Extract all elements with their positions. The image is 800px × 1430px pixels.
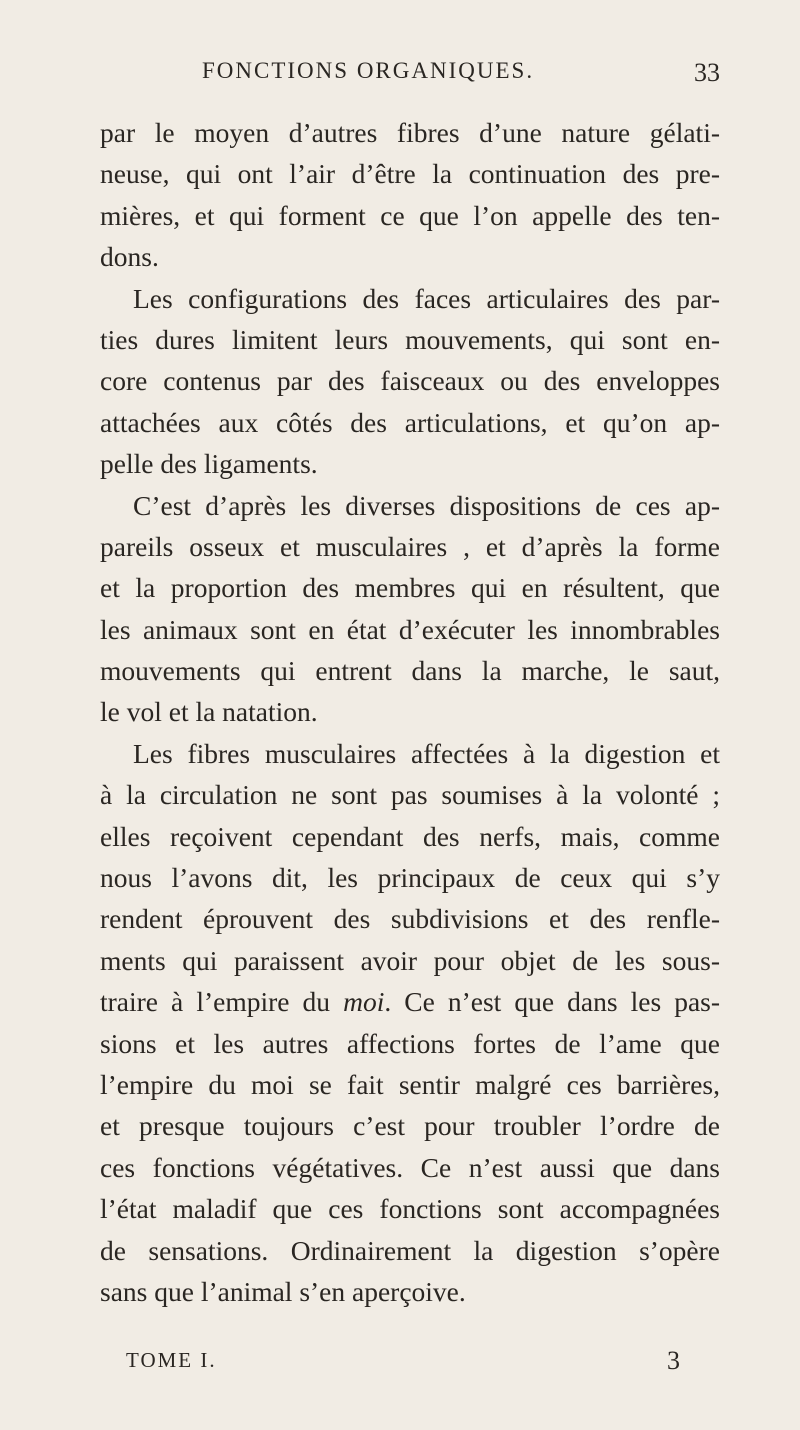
- text-line: attachées aux côtés des articulations, et qu’on ap-: [100, 406, 720, 438]
- italic-word: moi: [343, 986, 385, 1018]
- page-footer: [126, 1348, 720, 1384]
- signature-number: 3: [667, 1346, 680, 1375]
- running-title: FONCTIONS ORGANIQUES.: [202, 58, 535, 83]
- text-line: et presque toujours c’est pour troubler l’ordre de: [100, 1110, 720, 1142]
- text-line: de sensations. Ordinairement la digestion s’opère: [100, 1234, 720, 1266]
- text-line: l’état maladif que ces fonctions sont accompagnées: [100, 1193, 720, 1225]
- text-line-segment: . Ce n’est que dans les pas-: [384, 986, 721, 1018]
- text-line: à la circulation ne sont pas soumises à la volonté ;: [100, 779, 720, 811]
- text-line: C’est d’après les diverses dispositions de ces ap-: [133, 489, 720, 521]
- text-line: mières, et qui forment ce que l’on appelle des ten-: [100, 199, 720, 231]
- page-number: 33: [694, 58, 720, 87]
- text-line-segment: traire à l’empire du: [100, 986, 331, 1018]
- body-text: [100, 112, 720, 1312]
- text-line: sions et les autres affections fortes de l’ame que: [100, 1027, 720, 1059]
- text-line: et la proportion des membres qui en résultent, que: [100, 572, 720, 604]
- text-line: dons.: [100, 241, 159, 273]
- text-line: mouvements qui entrent dans la marche, le saut,: [100, 655, 720, 687]
- text-line: ments qui paraissent avoir pour objet de les sous-: [100, 944, 720, 976]
- text-line: les animaux sont en état d’exécuter les innombrables: [100, 613, 720, 645]
- text-line: nous l’avons dit, les principaux de ceux qui s’y: [100, 862, 720, 894]
- text-line: rendent éprouvent des subdivisions et des renfle-: [100, 903, 720, 935]
- text-line: core contenus par des faisceaux ou des enveloppes: [100, 365, 720, 397]
- text-line: l’empire du moi se fait sentir malgré ces barrières,: [100, 1068, 720, 1100]
- text-line: Les configurations des faces articulaires des par-: [133, 282, 720, 314]
- text-line: par le moyen d’autres fibres d’une nature gélati-: [100, 117, 720, 148]
- text-line: [100, 981, 720, 1022]
- text-line: le vol et la natation.: [100, 696, 318, 728]
- signature-mark: TOME I.: [126, 1348, 217, 1372]
- text-line: ces fonctions végétatives. Ce n’est aussi que dans: [100, 1151, 720, 1183]
- text-line: elles reçoivent cependant des nerfs, mais, comme: [100, 820, 720, 852]
- text-line: pareils osseux et musculaires , et d’après la forme: [100, 530, 720, 562]
- text-line: ties dures limitent leurs mouvements, qui sont en-: [100, 323, 720, 355]
- text-line: sans que l’animal s’en aperçoive.: [100, 1275, 466, 1307]
- page-header: [100, 58, 720, 98]
- text-line: neuse, qui ont l’air d’être la continuation des pre-: [100, 158, 720, 190]
- text-line: Les fibres musculaires affectées à la digestion et: [133, 737, 720, 769]
- text-line: pelle des ligaments.: [100, 448, 318, 480]
